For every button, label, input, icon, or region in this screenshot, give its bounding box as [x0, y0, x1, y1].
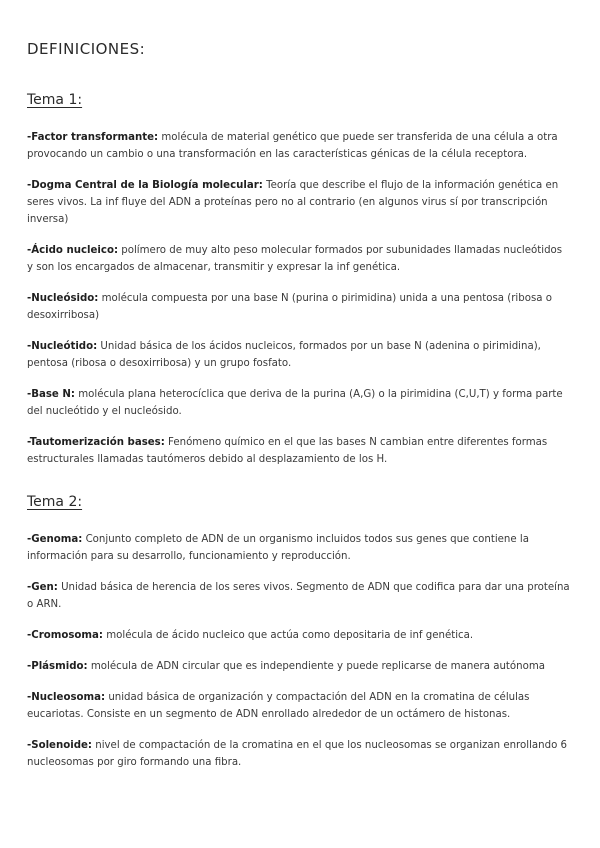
- section-title-tema-2: Tema 2:: [27, 494, 83, 510]
- definition-entry: [27, 531, 570, 565]
- definition-text: Unidad básica de herencia de los seres vivos. Segmento de ADN que codifica para dar una proteína o ARN.: [27, 582, 570, 610]
- definition-term: -Plásmido:: [27, 661, 88, 672]
- definition-term: -Cromosoma:: [27, 630, 103, 641]
- definition-entry: [27, 627, 570, 644]
- definition-entry: [27, 129, 570, 163]
- definition-entry: [27, 658, 570, 675]
- definition-text: Teoría que describe el flujo de la información genética en seres vivos. La inf fluye del ADN a proteínas pero no al contrario (en algunos virus sí por transcripción inversa): [27, 180, 559, 225]
- definition-term: -Tautomerización bases:: [27, 437, 165, 448]
- section-title-tema-1: Tema 1:: [27, 92, 83, 108]
- definition-entry: [27, 177, 570, 228]
- definition-entry: [27, 290, 570, 324]
- document-title: DEFINICIONES:: [27, 40, 146, 58]
- definition-term: -Nucleótido:: [27, 341, 98, 352]
- definition-entry: [27, 242, 570, 276]
- definition-term: -Ácido nucleico:: [27, 245, 119, 256]
- definition-entry: [27, 579, 570, 613]
- definition-text: molécula de ADN circular que es independiente y puede replicarse de manera autónoma: [87, 661, 546, 672]
- definition-text: molécula de material genético que puede ser transferida de una célula a otra provocando un cambio o una transformación en las características génicas de la célula receptora.: [27, 132, 558, 160]
- definition-entry: [27, 737, 570, 771]
- definition-entry: [27, 689, 570, 723]
- definition-text: molécula plana heterocíclica que deriva de la purina (A,G) o la pirimidina (C,U,T) y forma parte del nucleótido y el nucleósido.: [27, 389, 563, 417]
- definition-term: -Solenoide:: [27, 740, 92, 751]
- definition-term: -Factor transformante:: [27, 132, 159, 143]
- definition-text: Fenómeno químico en el que las bases N cambian entre diferentes formas estructurales llamadas tautómeros debido al desplazamiento de los H.: [27, 437, 548, 465]
- definition-text: Conjunto completo de ADN de un organismo incluidos todos sus genes que contiene la información para su desarrollo, funcionamiento y reproducción.: [27, 534, 529, 562]
- definition-text: polímero de muy alto peso molecular formados por subunidades llamadas nucleótidos y son los encargados de almacenar, transmitir y expresar la inf genética.: [27, 245, 563, 273]
- definition-text: molécula compuesta por una base N (purina o pirimidina) unida a una pentosa (ribosa o desoxirribosa): [27, 293, 552, 321]
- definition-text: Unidad básica de los ácidos nucleicos, formados por un base N (adenina o pirimidina), pentosa (ribosa o desoxirribosa) y un grupo fosfato.: [27, 341, 541, 369]
- definition-term: -Dogma Central de la Biología molecular:: [27, 180, 263, 191]
- definition-term: -Nucleósido:: [27, 293, 99, 304]
- definition-entry: [27, 434, 570, 468]
- definition-term: -Nucleosoma:: [27, 692, 106, 703]
- definition-text: nivel de compactación de la cromatina en el que los nucleosomas se organizan enrollando 6 nucleosomas por giro formando una fibra.: [27, 740, 568, 768]
- definition-term: -Genoma:: [27, 534, 83, 545]
- definition-entry: [27, 386, 570, 420]
- definition-term: -Base N:: [27, 389, 75, 400]
- definition-text: molécula de ácido nucleico que actúa como depositaria de inf genética.: [102, 630, 474, 641]
- definition-text: unidad básica de organización y compactación del ADN en la cromatina de células eucariotas. Consiste en un segmento de ADN enrollado alrededor de un octámero de histonas.: [27, 692, 530, 720]
- definition-term: -Gen:: [27, 582, 58, 593]
- definition-entry: [27, 338, 570, 372]
